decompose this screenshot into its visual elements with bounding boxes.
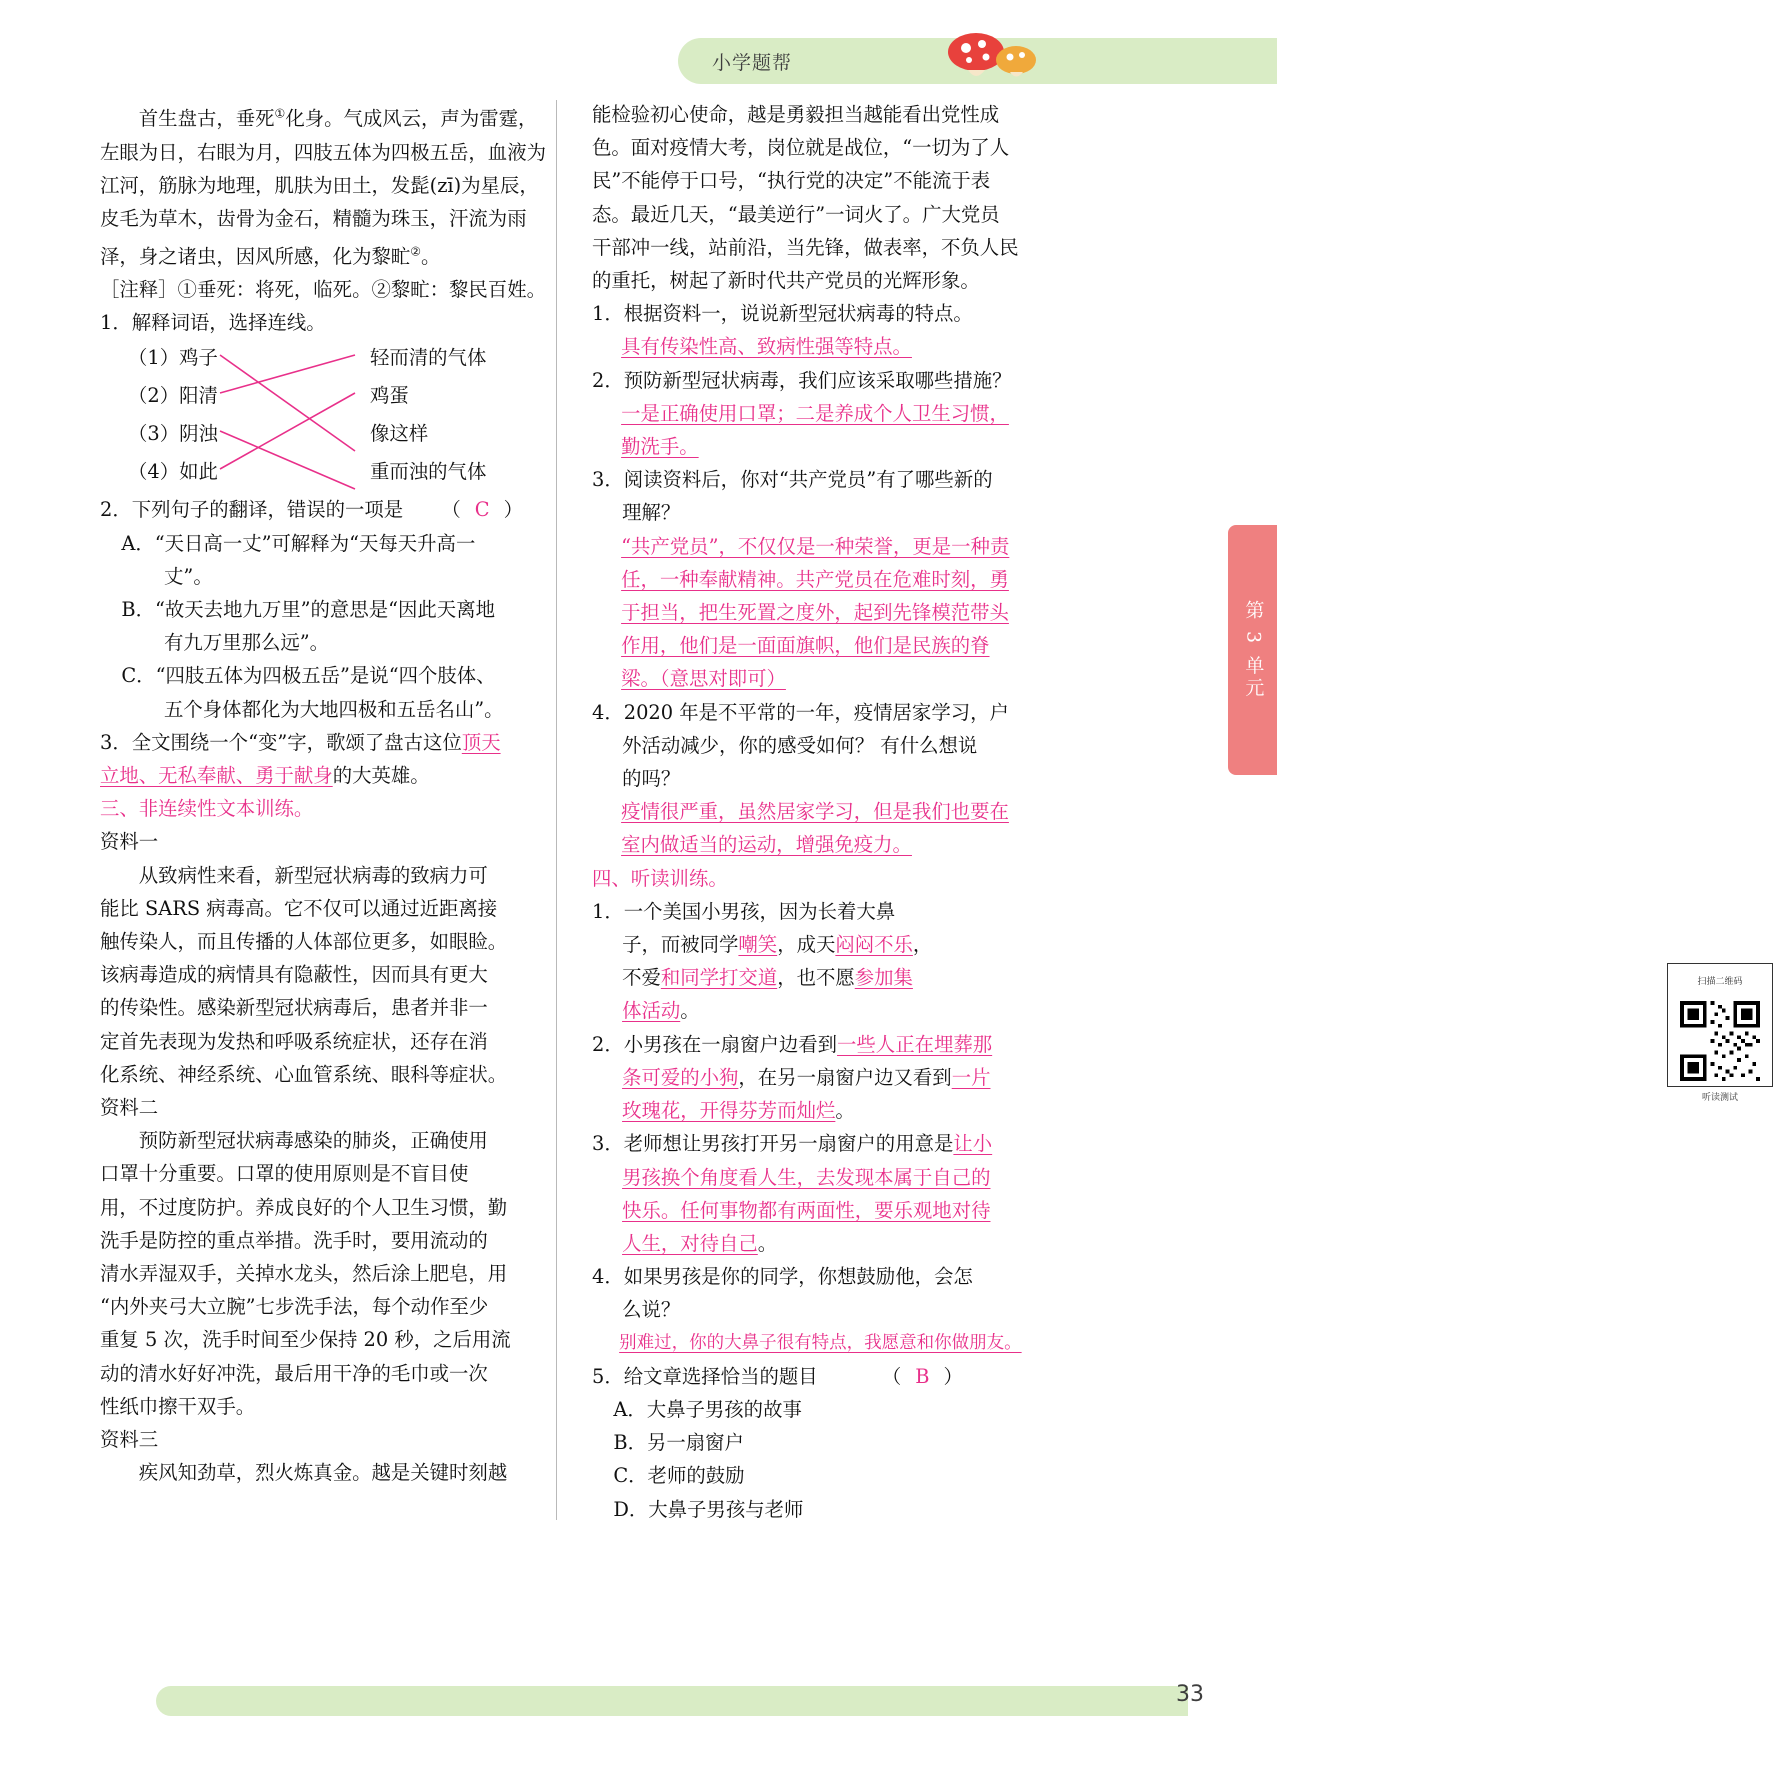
material-text: 从致病性来看，新型冠状病毒的致病力可 xyxy=(138,863,488,887)
question-text: ，也不愿 xyxy=(777,966,855,990)
material-text: 能检验初心使命，越是勇毅担当越能看出党性成 xyxy=(592,103,1000,126)
listen-option[interactable] xyxy=(592,1426,1052,1459)
option-text: C．老师的鼓励 xyxy=(613,1464,745,1488)
r-question-1-title xyxy=(592,297,1052,330)
answer-text: 作用，他们是一面面旗帜，他们是民族的脊 xyxy=(621,634,990,658)
option-text: B．“故天去地九万里”的意思是“因此天离地 xyxy=(121,597,495,621)
match-left-item[interactable]: （2）阳清 xyxy=(128,384,218,408)
option-text: 有九万里那么远”。 xyxy=(164,631,330,655)
material-text: 预防新型冠状病毒感染的肺炎，正确使用 xyxy=(138,1129,488,1153)
answer-text: 人生，对待自己 xyxy=(622,1231,758,1255)
option-text: 五个身体都化为大地四极和五岳名山”。 xyxy=(164,697,504,721)
option[interactable] xyxy=(100,527,560,560)
listen-option[interactable] xyxy=(592,1493,1052,1526)
answer-text: 室内做适当的运动，增强免疫力。 xyxy=(621,833,912,857)
r-question-2-answer-cont xyxy=(592,430,1052,463)
answer-text: 体活动 xyxy=(622,999,681,1023)
material-3-line xyxy=(100,1456,560,1489)
answer-text: 条可爱的小狗 xyxy=(622,1065,739,1089)
option-text: C．“四肢五体为四极五岳”是说“四个肢体、 xyxy=(121,664,496,688)
listen-question-5-answer: B xyxy=(915,1364,930,1388)
unit-side-tab-label: 第 3 单元 xyxy=(1242,600,1265,700)
option-cont xyxy=(100,626,560,659)
left-column xyxy=(100,98,560,1489)
material-2-line xyxy=(100,1323,560,1356)
listen-question-3 xyxy=(592,1127,1052,1160)
question-text: 。 xyxy=(835,1099,855,1123)
r-question-3-title-cont xyxy=(592,496,1052,529)
answer-text: 于担当，把生死置之度外，起到先锋模范带头 xyxy=(621,601,1009,625)
listen-question-4 xyxy=(592,1260,1052,1293)
answer-text: 别难过，你的大鼻子很有特点，我愿意和你做朋友。 xyxy=(619,1332,1022,1353)
question-text: 理解？ xyxy=(622,501,681,525)
question-text: 外活动减少，你的感受如何？ 有什么想说 xyxy=(622,733,978,757)
material-text: 定首先表现为发热和呼吸系统症状，还存在消 xyxy=(100,1029,488,1053)
qr-caption-top: 扫描二维码 xyxy=(1697,977,1743,987)
mushroom-icon xyxy=(942,28,1052,86)
passage-line xyxy=(100,98,560,136)
material-1-line xyxy=(100,1025,560,1058)
material-1-line xyxy=(100,991,560,1024)
material-1-line xyxy=(100,1058,560,1091)
material-3-label: 资料三 xyxy=(100,1428,159,1452)
answer-text: 玫瑰花，开得芬芳而灿烂 xyxy=(622,1099,836,1123)
material-3-cont-line xyxy=(592,164,1052,197)
option[interactable] xyxy=(100,593,560,626)
passage-text: 首生盘古，垂死①化身。气成风云，声为雷霆， xyxy=(138,107,538,131)
match-right-item[interactable]: 像这样 xyxy=(370,422,429,446)
answer-text: 勤洗手。 xyxy=(621,435,699,459)
material-text: 化系统、神经系统、心血管系统、眼科等症状。 xyxy=(100,1062,508,1086)
option-cont xyxy=(100,693,560,726)
question-text: 4．2020 年是不平常的一年，疫情居家学习，户 xyxy=(592,700,1009,724)
qr-caption-bottom: 听读测试 xyxy=(1701,1093,1738,1104)
material-text: 能比 SARS 病毒高。它不仅可以通过近距离接 xyxy=(100,896,498,920)
material-text: 态。最近几天，“最美逆行”一词火了。广大党员 xyxy=(592,202,1000,226)
question-3-tail: 的大英雄。 xyxy=(332,763,430,787)
question-2-answer: C xyxy=(474,498,490,522)
material-1-line xyxy=(100,925,560,958)
material-text: 动的清水好好冲洗，最后用干净的毛巾或一次 xyxy=(100,1361,488,1385)
question-text: 3．老师想让男孩打开另一扇窗户的用意是 xyxy=(592,1132,954,1156)
material-text: 用，不过度防护。养成良好的个人卫生习惯，勤 xyxy=(100,1195,508,1219)
option[interactable] xyxy=(100,659,560,692)
passage-text: 泽，身之诸虫，因风所感，化为黎甿②。 xyxy=(100,244,441,268)
passage-line xyxy=(100,202,560,235)
r-question-4-answer xyxy=(592,828,1052,861)
r-question-3-answer xyxy=(592,629,1052,662)
material-2-line xyxy=(100,1357,560,1390)
material-text: 疾风知劲草，烈火炼真金。越是关键时刻越 xyxy=(138,1461,508,1485)
option-text: 丈”。 xyxy=(164,564,213,588)
question-text: ，成天 xyxy=(777,933,836,957)
passage-text: 左眼为日，右眼为月，四肢五体为四极五岳，血液为 xyxy=(100,140,546,164)
material-2-label: 资料二 xyxy=(100,1096,159,1120)
passage-line xyxy=(100,169,560,202)
r-question-4-title xyxy=(592,696,1052,729)
answer-text: 一些人正在埋葬那 xyxy=(837,1032,993,1056)
r-question-4-answer xyxy=(592,795,1052,828)
answer-text: 闷闷不乐 xyxy=(835,933,913,957)
material-3-cont-line xyxy=(592,264,1052,297)
question-3 xyxy=(100,726,560,759)
question-2-label: 2．下列句子的翻译，错误的一项是 xyxy=(100,498,404,522)
material-text: 清水弄湿双手，关掉水龙头，然后涂上肥皂，用 xyxy=(100,1262,508,1286)
listen-question-3-line3 xyxy=(592,1194,1052,1227)
material-1-line xyxy=(100,892,560,925)
answer-text: “共产党员”，不仅仅是一种荣誉，更是一种责 xyxy=(621,534,1010,558)
question-text: 的吗？ xyxy=(622,767,681,791)
r-question-2-answer xyxy=(592,397,1052,430)
r-question-3-answer xyxy=(592,596,1052,629)
question-text: 么说？ xyxy=(622,1298,681,1322)
listen-question-4-answer xyxy=(592,1327,1052,1360)
material-2-line xyxy=(100,1257,560,1290)
listen-question-1 xyxy=(592,895,952,928)
answer-text: 嘲笑 xyxy=(738,933,778,957)
listen-question-1-line4 xyxy=(592,994,1052,1027)
material-text: 的重托，树起了新时代共产党员的光辉形象。 xyxy=(592,269,980,293)
question-text: 不爱 xyxy=(622,966,661,990)
listen-question-5: 5．给文章选择恰当的题目 （ B ） xyxy=(592,1364,963,1388)
match-right-item[interactable]: 鸡蛋 xyxy=(370,384,409,408)
question-3-cont xyxy=(100,759,560,792)
option-text: A．“天日高一丈”可解释为“天每天升高一 xyxy=(121,531,476,555)
match-right-item[interactable]: 重而浊的气体 xyxy=(370,460,487,484)
question-text: 5．给文章选择恰当的题目 xyxy=(592,1364,818,1388)
material-text: 色。面对疫情大考，岗位就是战位，“一切为了人 xyxy=(592,136,1010,160)
answer-text: 参加集 xyxy=(854,966,913,990)
answer-text: 快乐。任何事物都有两面性，要乐观地对待 xyxy=(622,1198,991,1222)
passage-line xyxy=(100,136,560,169)
question-3-answer-part1: 顶天 xyxy=(461,730,501,754)
page-number: 33 xyxy=(1176,1682,1204,1707)
material-text: 重复 5 次，洗手时间至少保持 20 秒，之后用流 xyxy=(100,1328,511,1352)
answer-text: 一是正确使用口罩；二是养成个人卫生习惯， xyxy=(621,401,1009,425)
material-text: 民”不能停于口号，“执行党的决定”不能流于表 xyxy=(592,169,991,193)
answer-text: 让小 xyxy=(953,1132,993,1156)
passage-text: 皮毛为草木，齿骨为金石，精髓为珠玉，汗流为雨 xyxy=(100,207,527,231)
section-4-title: 四、听读训练。 xyxy=(592,866,728,890)
r-question-1-answer xyxy=(592,330,1052,363)
material-text: 性纸巾擦干双手。 xyxy=(100,1394,256,1418)
listen-option[interactable] xyxy=(592,1459,1052,1492)
footer-band xyxy=(156,1686,1188,1716)
question-1-title xyxy=(100,306,560,339)
answer-text: 具有传染性高、致病性强等特点。 xyxy=(621,335,912,359)
material-text: 洗手是防控的重点举措。洗手时，要用流动的 xyxy=(100,1228,488,1252)
footnote xyxy=(100,273,560,306)
material-2-line xyxy=(100,1224,560,1257)
material-3-cont-line xyxy=(592,98,1052,131)
question-text: 1．一个美国小男孩，因为长着大鼻 xyxy=(592,899,896,923)
footnote-text: ［注释］①垂死：将死，临死。②黎甿：黎民百姓。 xyxy=(100,277,546,301)
material-text: 的传染性。感染新型冠状病毒后，患者并非一 xyxy=(100,996,488,1020)
listen-question-2 xyxy=(592,1028,1052,1061)
listen-question-2-line3 xyxy=(592,1094,1052,1127)
option-text: B．另一扇窗户 xyxy=(613,1431,744,1455)
listen-option[interactable] xyxy=(592,1393,1052,1426)
question-text: ，在另一扇窗户边又看到 xyxy=(738,1065,952,1089)
qr-code-icon xyxy=(1680,1001,1760,1081)
question-3-answer-part2: 立地、无私奉献、勇于献身 xyxy=(100,763,333,787)
option-text: D．大鼻子男孩与老师 xyxy=(613,1497,804,1521)
answer-text: 任，一种奉献精神。共产党员在危难时刻，勇 xyxy=(621,567,1009,591)
material-2-line xyxy=(100,1290,560,1323)
material-3-cont-line xyxy=(592,198,1052,231)
option-text: A．大鼻子男孩的故事 xyxy=(613,1397,802,1421)
r-question-4-title-cont xyxy=(592,729,1052,762)
material-text: “内外夹弓大立腕”七步洗手法，每个动作至少 xyxy=(100,1295,489,1319)
answer-text: 梁。（意思对即可） xyxy=(621,667,786,691)
question-3-label: 3．全文围绕一个“变”字，歌颂了盘古这位 xyxy=(100,730,462,754)
match-right-item[interactable]: 轻而清的气体 xyxy=(370,346,487,370)
material-2-line xyxy=(100,1191,560,1224)
material-1-line xyxy=(100,958,560,991)
answer-text: 一片 xyxy=(951,1065,991,1089)
material-text: 干部冲一线，站前沿，当先锋，做表率，不负人民 xyxy=(592,235,1019,259)
page-title: 小学题帮 xyxy=(712,52,793,74)
listen-question-1-line3 xyxy=(592,961,952,994)
question-1-label: 1．解释词语，选择连线。 xyxy=(100,311,326,335)
question-text: ， xyxy=(912,933,933,957)
material-2-line xyxy=(100,1390,560,1423)
match-left-item[interactable]: （1）鸡子 xyxy=(128,346,218,370)
material-text: 口罩十分重要。口罩的使用原则是不盲目使 xyxy=(100,1162,469,1186)
question-text: 1．根据资料一，说说新型冠状病毒的特点。 xyxy=(592,302,973,326)
question-text: 。 xyxy=(680,999,700,1023)
unit-side-tab xyxy=(1228,525,1277,775)
material-2-line xyxy=(100,1124,560,1157)
listen-question-2-line2 xyxy=(592,1061,1052,1094)
answer-text: 疫情很严重，虽然居家学习，但是我们也要在 xyxy=(621,800,1009,824)
r-question-3-answer xyxy=(592,662,1052,695)
material-2-line xyxy=(100,1157,560,1190)
question-text: 3．阅读资料后，你对“共产党员”有了哪些新的 xyxy=(592,468,993,492)
question-2-title: 2．下列句子的翻译，错误的一项是 （ C ） xyxy=(100,498,523,522)
material-text: 该病毒造成的病情具有隐蔽性，因而具有更大 xyxy=(100,963,488,987)
matching-exercise[interactable] xyxy=(100,341,560,493)
r-question-3-answer xyxy=(592,563,1052,596)
material-1-line xyxy=(100,859,560,892)
listen-question-1-line2 xyxy=(592,928,952,961)
answer-text: 男孩换个角度看人生，去发现本属于自己的 xyxy=(622,1165,991,1189)
listen-question-3-line2 xyxy=(592,1161,1052,1194)
material-3-cont-line xyxy=(592,231,1052,264)
question-text: 4．如果男孩是你的同学，你想鼓励他，会怎 xyxy=(592,1265,973,1289)
r-question-3-title xyxy=(592,463,1052,496)
material-text: 触传染人，而且传播的人体部位更多，如眼睑。 xyxy=(100,930,508,953)
r-question-4-title-cont xyxy=(592,762,1052,795)
match-left-item[interactable]: （3）阴浊 xyxy=(128,422,218,446)
answer-text: 和同学打交道 xyxy=(660,966,778,990)
material-1-label: 资料一 xyxy=(100,830,159,854)
question-text: 2．预防新型冠状病毒，我们应该采取哪些措施？ xyxy=(592,368,1012,392)
listen-question-4-line2 xyxy=(592,1293,1052,1326)
match-left-item[interactable]: （4）如此 xyxy=(128,460,218,484)
option-cont xyxy=(100,560,560,593)
material-3-cont-line xyxy=(592,131,1052,164)
listen-question-3-line4 xyxy=(592,1227,1052,1260)
r-question-3-answer xyxy=(592,530,1052,563)
passage-line xyxy=(100,235,560,273)
qr-code-box[interactable] xyxy=(1667,963,1773,1104)
question-text: 子，而被同学 xyxy=(622,933,739,957)
section-3-title: 三、非连续性文本训练。 xyxy=(100,797,314,821)
r-question-2-title xyxy=(592,364,1052,397)
passage-text: 江河，筋脉为地理，肌肤为田土，发髭(zī)为星辰， xyxy=(100,173,539,197)
question-text: 。 xyxy=(757,1231,778,1255)
question-text: 2．小男孩在一扇窗户边看到 xyxy=(592,1032,838,1056)
